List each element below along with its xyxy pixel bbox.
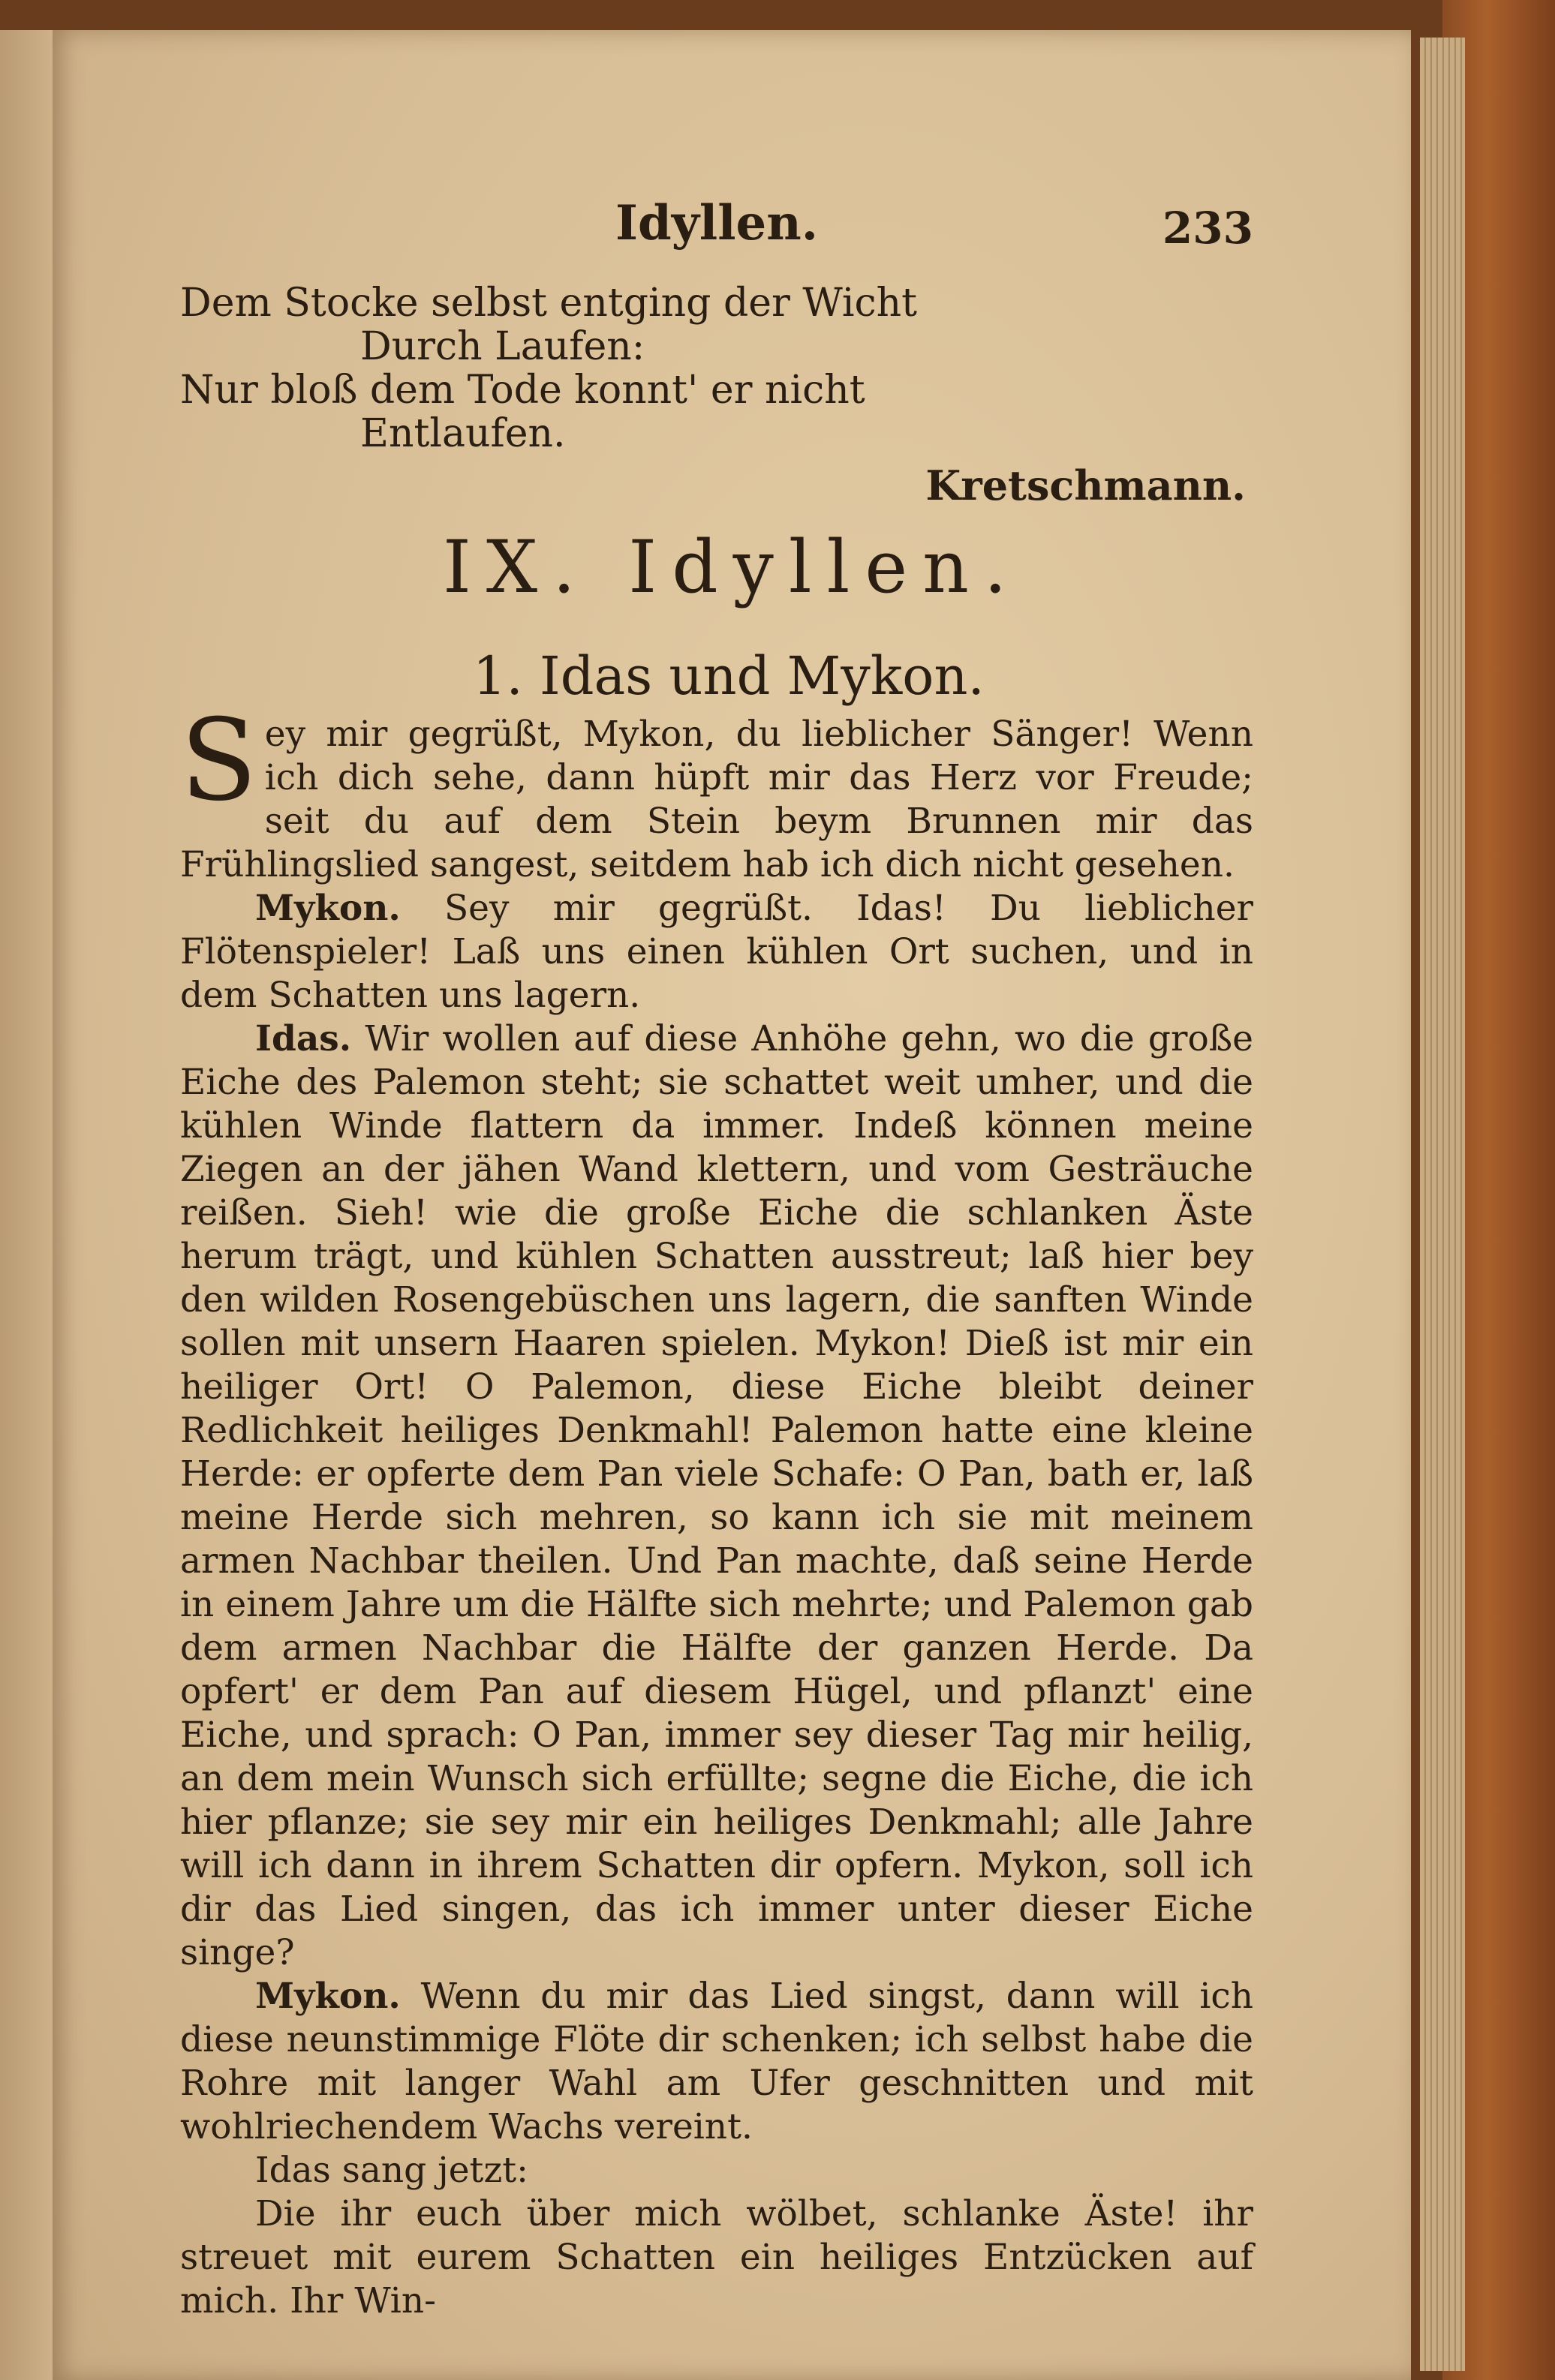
verse-line: Nur bloß dem Tode konnt' er nicht	[180, 368, 865, 413]
paragraph	[180, 887, 1253, 1017]
verse-author: Kretschmann.	[925, 461, 1246, 509]
section-title: IX. Idyllen.	[443, 525, 1022, 609]
paragraph-text: ey mir gegrüßt, Mykon, du lieblicher Sänger! Wenn ich dich sehe, dann hüpft mir das Herz vor Freude; seit du auf dem Stein beym Brunnen mir das Frühlingslied sangest, seitdem hab ich dich nicht gesehen.	[180, 714, 1253, 885]
paragraph	[180, 696, 1253, 887]
paragraph-text: Wir wollen auf diese Anhöhe gehn, wo die große Eiche des Palemon steht; sie schattet weit umher, und die kühlen Winde flattern da immer. Indeß können meine Ziegen an der jähen Wand klettern, und vom Gesträuche reißen. Sieh! wie die große Eiche die schlanken Äste herum trägt, und kühlen Schatten ausstreut; laß hier bey den wilden Rosengebüschen uns lagern, die sanften Winde sollen mit unsern Haaren spielen. Mykon! Dieß ist mir ein heiliger Ort! O Palemon, diese Eiche bleibt deiner Redlichkeit heiliges Denkmahl! Palemon hatte eine kleine Herde: er opferte dem Pan viele Schafe: O Pan, bath er, laß meine Herde sich mehren, so kann ich sie mit meinem armen Nachbar theilen. Und Pan machte, daß seine Herde in einem Jahre um die Hälfte sich mehrte; und Palemon gab dem armen Nachbar die Hälfte der ganzen Herde. Da opfert' er dem Pan auf diesem Hügel, und pflanzt' eine Eiche, und sprach: O Pan, immer sey dieser Tag mir heilig, an dem mein Wunsch sich erfüllte; segne die Eiche, die ich hier pflanze; sie sey mir ein heiliges Denkmahl; alle Jahre will ich dann in ihrem Schatten dir opfern. Mykon, soll ich dir das Lied singen, das ich immer unter dieser Eiche singe?	[180, 1018, 1253, 1973]
verse-line: Dem Stocke selbst entging der Wicht	[180, 281, 918, 326]
book-page	[53, 30, 1411, 2380]
speaker-name: Mykon.	[255, 888, 401, 929]
verse-line: Durch Laufen:	[360, 324, 645, 369]
paragraph	[180, 1017, 1253, 1975]
paragraph-text: Sey mir gegrüßt. Idas! Du lieblicher Flötenspieler! Laß uns einen kühlen Ort suchen, und in dem Schatten uns lagern.	[180, 888, 1253, 1016]
running-head	[180, 195, 1253, 263]
paragraph	[180, 1975, 1253, 2149]
speaker-name: Mykon.	[255, 1976, 401, 2017]
paragraph-text: Wenn du mir das Lied singst, dann will ich diese neunstimmige Flöte dir schenken; ich selbst habe die Rohre mit langer Wahl am Ufer geschnitten und mit wohlriechendem Wachs vereint.	[180, 1976, 1253, 2147]
drop-cap: S	[180, 696, 257, 826]
body-text	[180, 696, 1253, 2323]
verse-line: Entlaufen.	[360, 411, 566, 456]
speaker-name: Idas.	[255, 1018, 352, 1059]
verse-stanza	[180, 281, 917, 455]
running-title: Idyllen.	[615, 195, 819, 251]
facing-page-edge	[0, 30, 60, 2380]
subsection-title: 1. Idas und Mykon.	[473, 645, 985, 707]
paragraph: Idas sang jetzt:	[255, 2150, 528, 2191]
page-stack	[1420, 38, 1465, 2371]
paragraph: Die ihr euch über mich wölbet, schlanke Äste! ihr streuet mit eurem Schatten ein heiliges Entzücken auf mich. Ihr Win-	[180, 2193, 1253, 2321]
page-number: 233	[1162, 203, 1253, 254]
